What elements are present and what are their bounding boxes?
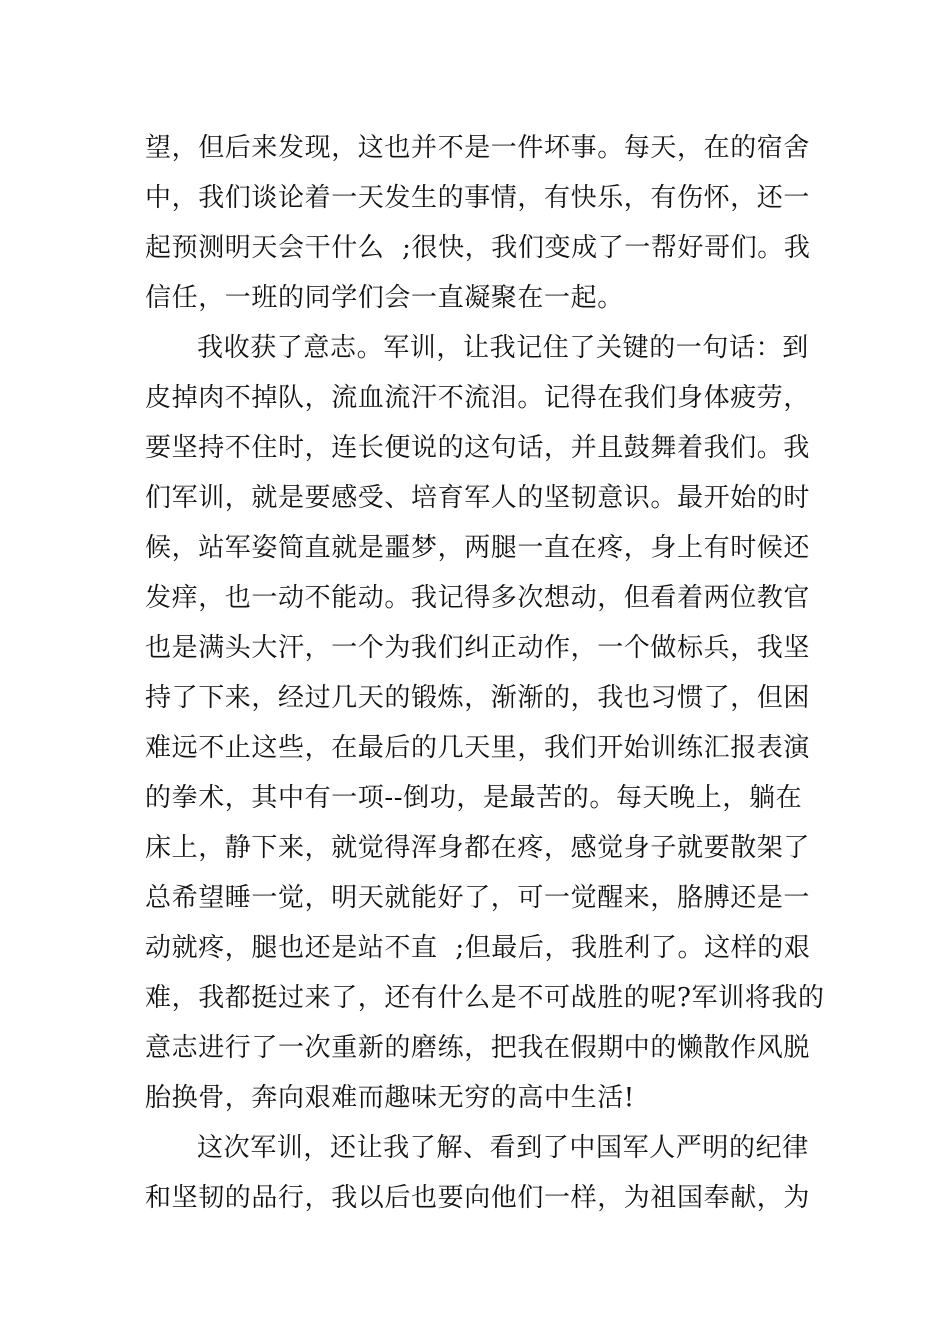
text-line: 候，站军姿简直就是噩梦，两腿一直在疼，身上有时候还 bbox=[145, 533, 811, 563]
text-line: 们军训，就是要感受、培育军人的坚韧意识。最开始的时 bbox=[145, 483, 811, 513]
text-line: 也是满头大汗，一个为我们纠正动作，一个做标兵，我坚 bbox=[145, 633, 811, 663]
text-line: 望，但后来发现，这也并不是一件坏事。每天，在的宿舍 bbox=[145, 133, 811, 163]
text-line: 胎换骨，奔向艰难而趣味无穷的高中生活! bbox=[145, 1083, 635, 1113]
text-line: 起预测明天会干什么 ;很快，我们变成了一帮好哥们。我 bbox=[145, 233, 811, 263]
text-line: 要坚持不住时，连长便说的这句话，并且鼓舞着我们。我 bbox=[145, 433, 811, 463]
text-line: 皮掉肉不掉队，流血流汗不流泪。记得在我们身体疲劳， bbox=[145, 383, 811, 413]
text-line: 难，我都挺过来了，还有什么是不可战胜的呢?军训将我的 bbox=[145, 983, 825, 1013]
paragraph-first-line: 这次军训，还让我了解、看到了中国军人严明的纪律 bbox=[197, 1133, 809, 1163]
text-line: 的拳术，其中有一项--倒功，是最苦的。每天晚上，躺在 bbox=[145, 783, 803, 813]
text-line: 持了下来，经过几天的锻炼，渐渐的，我也习惯了，但困 bbox=[145, 683, 811, 713]
text-line: 发痒，也一动不能动。我记得多次想动，但看着两位教官 bbox=[145, 583, 811, 613]
paragraph-first-line: 我收获了意志。军训，让我记住了关键的一句话：到 bbox=[197, 333, 809, 363]
text-line: 床上，静下来，就觉得浑身都在疼，感觉身子就要散架了 bbox=[145, 833, 811, 863]
text-line: 中，我们谈论着一天发生的事情，有快乐，有伤怀，还一 bbox=[145, 183, 811, 213]
text-line: 动就疼，腿也还是站不直 ;但最后，我胜利了。这样的艰 bbox=[145, 933, 811, 963]
text-line: 意志进行了一次重新的磨练，把我在假期中的懒散作风脱 bbox=[145, 1033, 811, 1063]
text-line: 信任，一班的同学们会一直凝聚在一起。 bbox=[145, 283, 624, 313]
text-line: 难远不止这些，在最后的几天里，我们开始训练汇报表演 bbox=[145, 733, 811, 763]
text-line: 总希望睡一觉，明天就能好了，可一觉醒来，胳膊还是一 bbox=[145, 883, 811, 913]
text-line: 和坚韧的品行，我以后也要向他们一样，为祖国奉献，为 bbox=[145, 1183, 811, 1213]
